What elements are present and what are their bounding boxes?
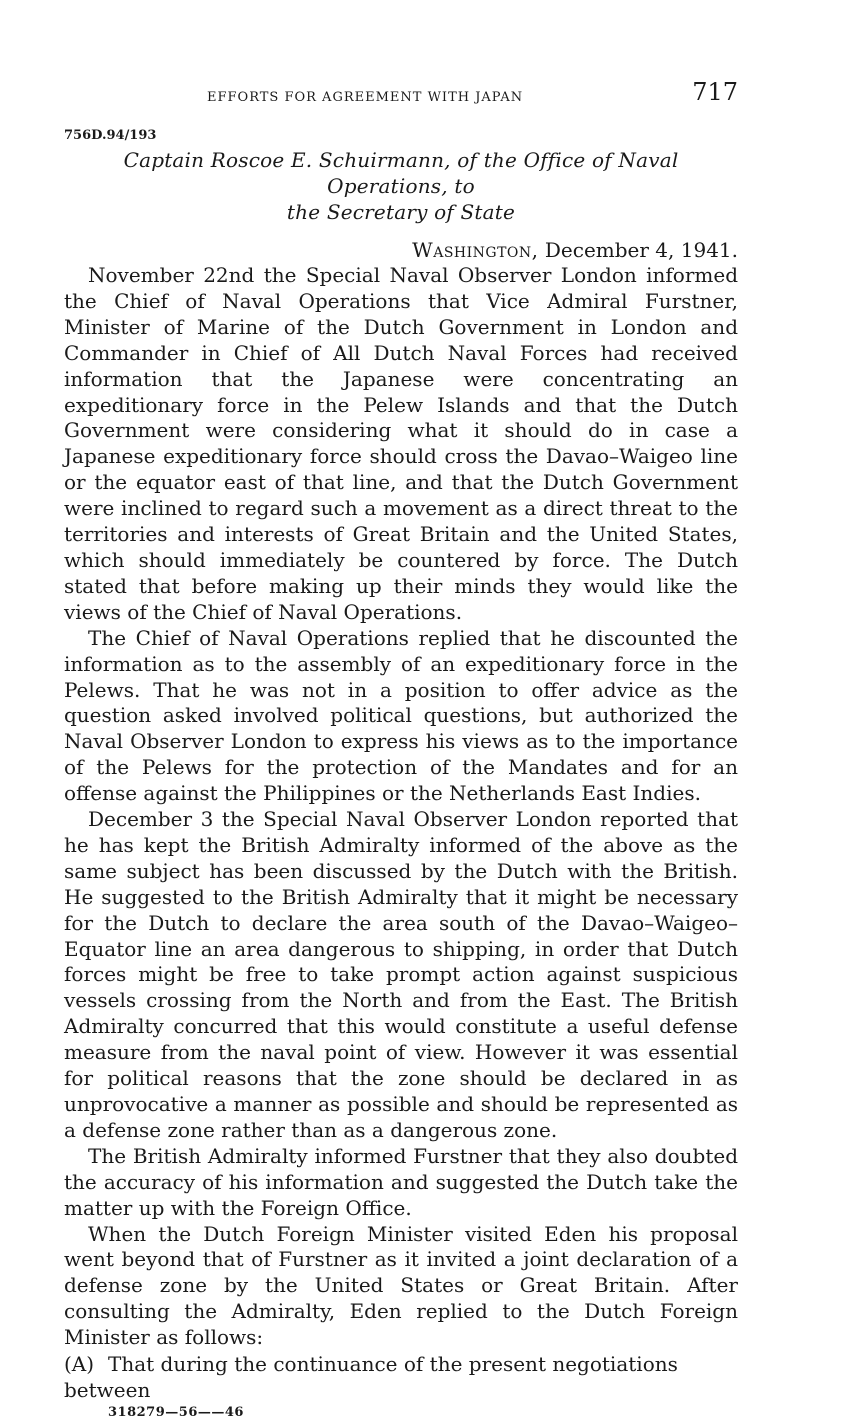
page-number: 717 (692, 78, 738, 106)
page-header (64, 76, 738, 116)
document-page (64, 76, 738, 1420)
dateline-place: Washington, (412, 238, 539, 262)
running-head: EFFORTS FOR AGREEMENT WITH JAPAN (207, 90, 524, 105)
list-item-a (64, 1351, 738, 1403)
paragraph: When the Dutch Foreign Minister visited Eden his proposal went beyond that of Furstner as it invited a joint declaration of a defense zone by the United States or Great Britain. After consulting the Admiralty, Eden replied to the Dutch Foreign Minister as follows: (64, 1221, 738, 1350)
paragraph: The Chief of Naval Operations replied that he discounted the information as to the assembly of an expeditionary force in the Pelews. That he was not in a position to offer advice as the question asked involved political questions, but authorized the Naval Observer London to express his views as to the importance of the Pelews for the protection of the Mandates and for an offense against the Philippines or the Netherlands East Indies. (64, 625, 738, 806)
paragraph: The British Admiralty informed Furstner that they also doubted the accuracy of his information and suggested the Dutch take the matter up with the Foreign Office. (64, 1143, 738, 1220)
list-item-label: (A) (64, 1352, 95, 1377)
title-line-1: Captain Roscoe E. Schuirmann, of the Office of Naval Operations, to (123, 148, 679, 198)
title-line-2: the Secretary of State (286, 200, 516, 224)
dateline-date: December 4, 1941. (544, 238, 738, 262)
list-item-text: That during the continuance of the present negotiations between (64, 1352, 678, 1403)
paragraph: December 3 the Special Naval Observer London reported that he has kept the British Admiralty informed of the above as the same subject has been discussed by the Dutch with the British. He suggested to the British Admiralty that it might be necessary for the Dutch to declare the area south of the Davao–Waigeo–Equator line an area dangerous to shipping, in order that Dutch forces might be free to take prompt action against suspicious vessels crossing from the North and from the East. The British Admiralty concurred that this would constitute a useful defense measure from the naval point of view. However it was essential for political reasons that the zone should be declared in as unprovocative a manner as possible and should be represented as a defense zone rather than as a dangerous zone. (64, 807, 738, 1142)
paragraph: November 22nd the Special Naval Observer London informed the Chief of Naval Operations that Vice Admiral Furstner, Minister of Marine of the Dutch Government in London and Commander in Chief of All Dutch Naval Forces had received information that the Japanese were concentrating an expeditionary force in the Pelew Islands and that the Dutch Government were considering what it should do in case a Japanese expeditionary force should cross the Davao–Waigeo line or the equator east of that line, and that the Dutch Government were inclined to regard such a movement as a direct threat to the territories and interests of Great Britain and the United States, which should immediately be countered by force. The Dutch stated that before making up their minds they would like the views of the Chief of Naval Operations. (64, 263, 738, 624)
document-title (64, 147, 738, 225)
footer-code: 318279—56——46 (108, 1405, 244, 1420)
dateline (64, 237, 738, 263)
file-number: 756D.94/193 (64, 128, 157, 143)
